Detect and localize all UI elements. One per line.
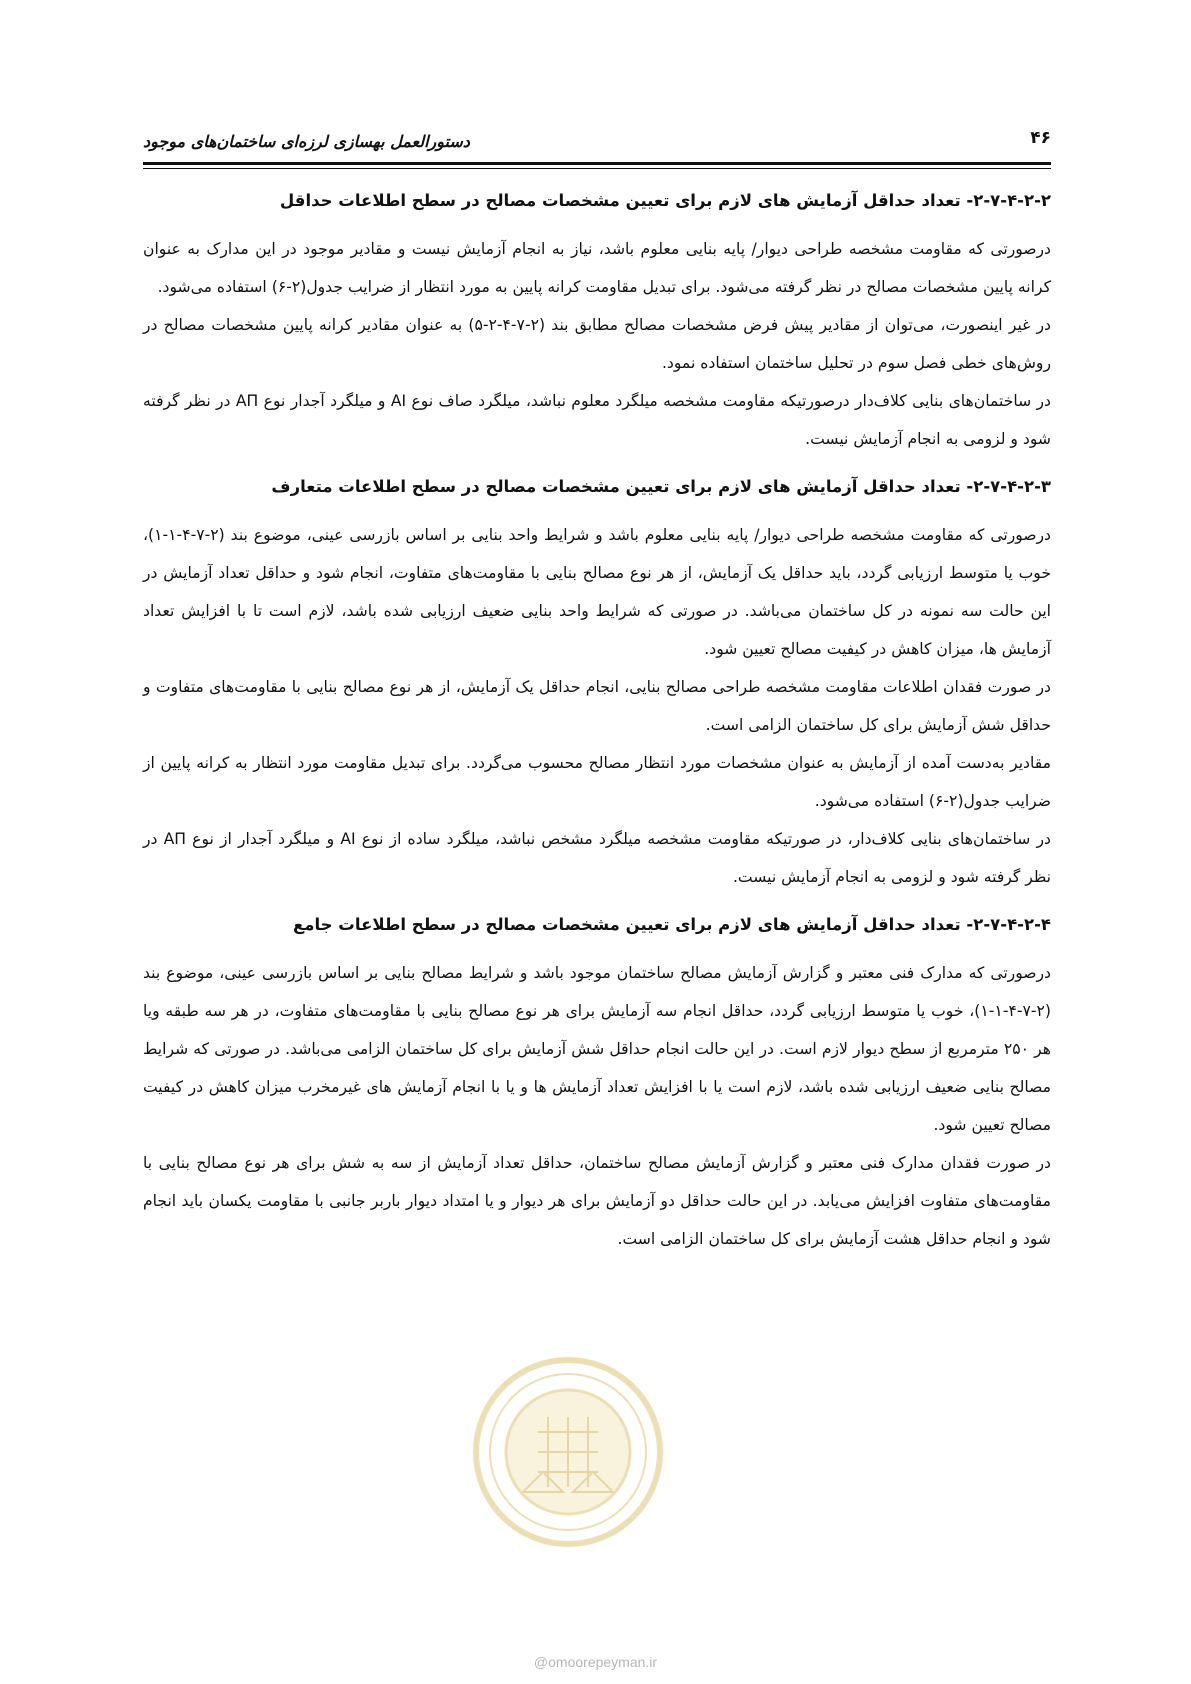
header-rule-thick: [143, 162, 1051, 165]
page-number: ۴۶: [1030, 128, 1051, 148]
running-title: دستورالعمل بهسازی لرزه‌ای ساختمان‌های موجود: [143, 132, 470, 151]
paragraph: در غیر اینصورت، می‌توان از مقادیر پیش فرض مشخصات مصالح مطابق بند (۲-۷-۴-۲-۵) به عنوان مقادیر کرانه پایین مشخصات مصالح در روش‌های خطی فصل سوم در تحلیل ساختمان استفاده نمود.: [143, 316, 1051, 372]
section-heading: ۲-۷-۴-۲-۴- تعداد حداقل آزمایش های لازم برای تعیین مشخصات مصالح در سطح اطلاعات جامع: [292, 915, 1051, 934]
seal-watermark-icon: [468, 1352, 668, 1552]
paragraph: در ساختمان‌های بنایی کلاف‌دار، در صورتیکه مقاومت مشخصه میلگرد مشخص نباشد، میلگرد ساده از نوع AI و میلگرد آجدار از نوع AΠ در نظر گرفته شود و لزومی به انجام آزمایش نیست.: [143, 830, 1051, 886]
paragraph: در صورت فقدان مدارک فنی معتبر و گزارش آزمایش مصالح ساختمان، حداقل تعداد آزمایش از سه به شش برای هر نوع مصالح بنایی با مقاومت‌های متفاوت افزایش می‌یابد. در این حالت حداقل دو آزمایش برای هر دیوار و یا امتداد دیوار باربر جانبی با مقاومت یکسان باید انجام شود و انجام حداقل هشت آزمایش برای کل ساختمان الزامی است.: [143, 1154, 1051, 1248]
paragraph: مقادیر به‌دست آمده از آزمایش به عنوان مشخصات مورد انتظار مصالح محسوب می‌گردد. برای تبدیل مقاومت مورد انتظار به کرانه پایین از ضرایب جدول(۲-۶) استفاده می‌شود.: [143, 754, 1051, 810]
paragraph: درصورتی که مقاومت مشخصه طراحی دیوار/ پایه بنایی معلوم باشد، نیاز به انجام آزمایش نیست و مقادیر موجود در این مدارک به عنوان کرانه پایین مشخصات مصالح در نظر گرفته می‌شود. برای تبدیل مقاومت کرانه پایین به مورد انتظار از ضرایب جدول(۲-۶) استفاده می‌شود.: [143, 240, 1051, 296]
paragraph: در ساختمان‌های بنایی کلاف‌دار درصورتیکه مقاومت مشخصه میلگرد معلوم نباشد، میلگرد صاف نوع AI و میلگرد آجدار نوع AΠ در نظر گرفته شود و لزومی به انجام آزمایش نیست.: [143, 392, 1051, 448]
page-header: [143, 120, 1051, 172]
paragraph: درصورتی که مدارک فنی معتبر و گزارش آزمایش مصالح ساختمان موجود باشد و شرایط مصالح بنایی بر اساس بازرسی عینی، موضوع بند (۲-۷-۴-۱-۱)، خوب یا متوسط ارزیابی گردد، حداقل انجام سه آزمایش برای هر نوع مصالح بنایی با مقاومت‌های متفاوت، در هر سه طبقه ویا هر ۲۵۰ مترمربع از سطح دیوار لازم است. در این حالت انجام حداقل شش آزمایش برای کل ساختمان الزامی می‌باشد. در صورتی که شرایط مصالح بنایی ضعیف ارزیابی شده باشد، لازم است یا با افزایش تعداد آزمایش ها و یا با انجام آزمایش های غیرمخرب میزان کاهش در کیفیت مصالح تعیین شود.: [143, 964, 1051, 1134]
paragraph: در صورت فقدان اطلاعات مقاومت مشخصه طراحی مصالح بنایی، انجام حداقل یک آزمایش، از هر نوع مصالح بنایی با مقاومت‌های متفاوت و حداقل شش آزمایش برای کل ساختمان الزامی است.: [143, 678, 1051, 734]
footer-website: @omoorepeyman.ir: [533, 1654, 658, 1670]
paragraph: درصورتی که مقاومت مشخصه طراحی دیوار/ پایه بنایی معلوم باشد و شرایط واحد بنایی بر اساس بازرسی عینی، موضوع بند (۲-۷-۴-۱-۱)، خوب یا متوسط ارزیابی گردد، باید حداقل یک آزمایش، از هر نوع مصالح بنایی با مقاومت‌های متفاوت، انجام شود و حداقل تعداد آزمایش در این حالت سه نمونه در کل ساختمان می‌باشد. در صورتی که شرایط واحد بنایی ضعیف ارزیابی شده باشد، لازم است تا با افزایش تعداد آزمایش ها، میزان کاهش در کیفیت مصالح تعیین شود.: [143, 526, 1051, 658]
body-content: [143, 186, 1051, 1258]
header-rule-thin: [143, 168, 1051, 169]
section-heading: ۲-۷-۴-۲-۳- تعداد حداقل آزمایش های لازم برای تعیین مشخصات مصالح در سطح اطلاعات متعارف: [271, 477, 1051, 496]
section-heading: ۲-۷-۴-۲-۲- تعداد حداقل آزمایش های لازم برای تعیین مشخصات مصالح در سطح اطلاعات حداقل: [279, 191, 1051, 210]
